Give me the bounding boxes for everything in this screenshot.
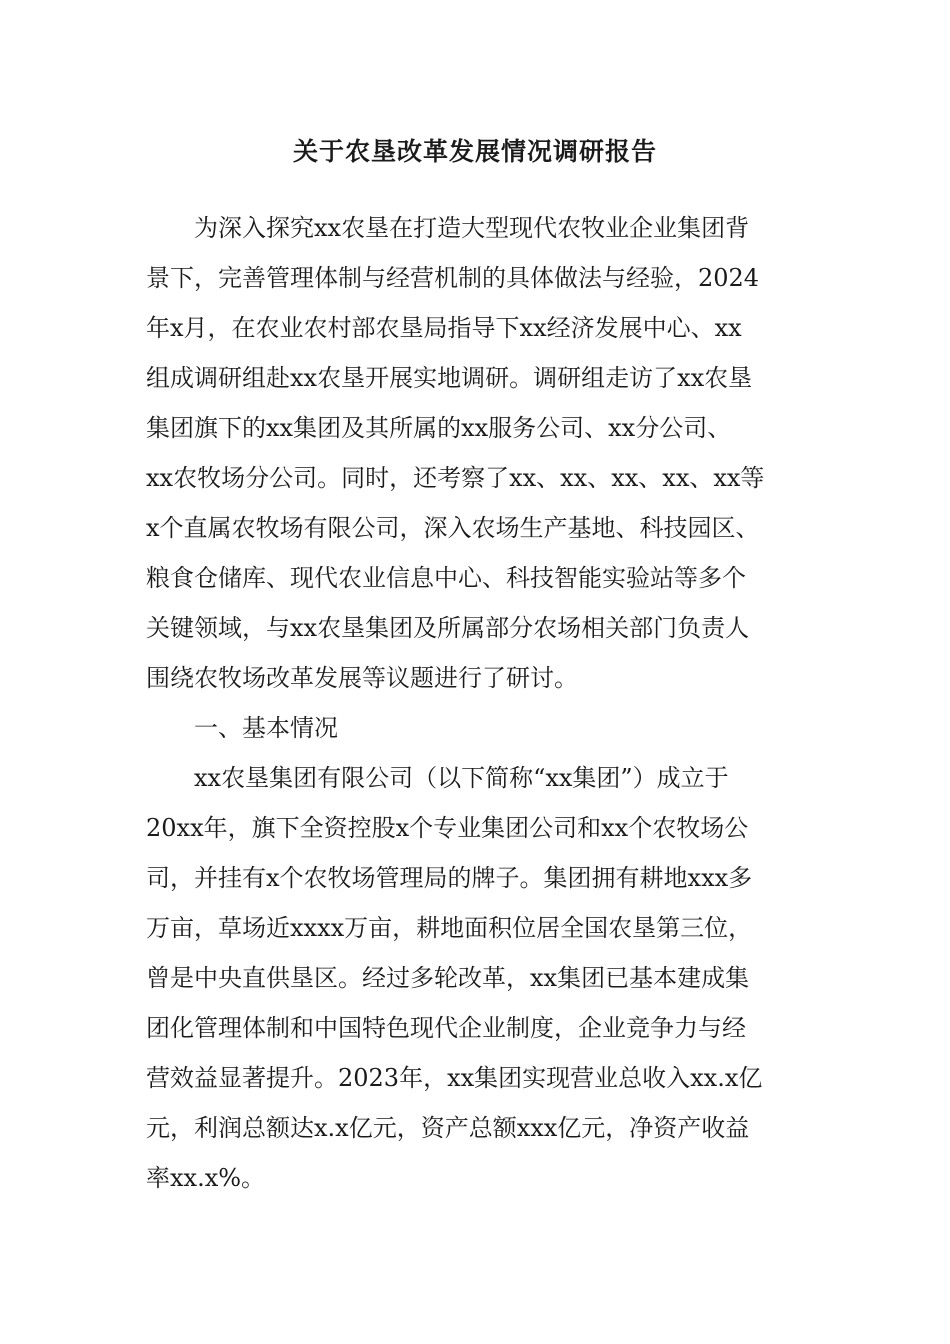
body-line: x个直属农牧场有限公司，深入农场生产基地、科技园区、 xyxy=(146,514,760,542)
body-line: 曾是中央直供垦区。经过多轮改革，xx集团已基本建成集 xyxy=(146,964,750,992)
body-line: xx农牧场分公司。同时，还考察了xx、xx、xx、xx、xx等 xyxy=(146,464,765,492)
body-line: 围绕农牧场改革发展等议题进行了研讨。 xyxy=(146,664,578,692)
body-line: 元，利润总额达x.x亿元，资产总额xxx亿元，净资产收益 xyxy=(146,1114,750,1142)
body-line: 粮食仓储库、现代农业信息中心、科技智能实验站等多个 xyxy=(146,564,746,592)
body-line: 万亩，草场近xxxx万亩，耕地面积位居全国农垦第三位， xyxy=(146,914,753,942)
body-line: 景下，完善管理体制与经营机制的具体做法与经验，2024 xyxy=(146,264,760,292)
body-line: 营效益显著提升。2023年，xx集团实现营业总收入xx.x亿 xyxy=(146,1064,763,1092)
body-line: 20xx年，旗下全资控股x个专业集团公司和xx个农牧场公 xyxy=(146,814,749,842)
body-line: 集团旗下的xx集团及其所属的xx服务公司、xx分公司、 xyxy=(146,414,732,442)
body-line: 年x月，在农业农村部农垦局指导下xx经济发展中心、xx xyxy=(146,314,742,342)
section-heading: 一、基本情况 xyxy=(146,714,338,742)
body-line: xx农垦集团有限公司（以下简称“xx集团”）成立于 xyxy=(146,764,729,792)
body-line: 为深入探究xx农垦在打造大型现代农牧业企业集团背 xyxy=(146,214,750,242)
document-title: 关于农垦改革发展情况调研报告 xyxy=(292,137,657,166)
body-line: 率xx.x%。 xyxy=(146,1164,266,1192)
body-line: 关键领域，与xx农垦集团及所属部分农场相关部门负责人 xyxy=(146,614,750,642)
body-line: 团化管理体制和中国特色现代企业制度，企业竞争力与经 xyxy=(146,1014,746,1042)
body-line: 司，并挂有x个农牧场管理局的牌子。集团拥有耕地xxx多 xyxy=(146,864,753,892)
body-line: 组成调研组赴xx农垦开展实地调研。调研组走访了xx农垦 xyxy=(146,364,753,392)
